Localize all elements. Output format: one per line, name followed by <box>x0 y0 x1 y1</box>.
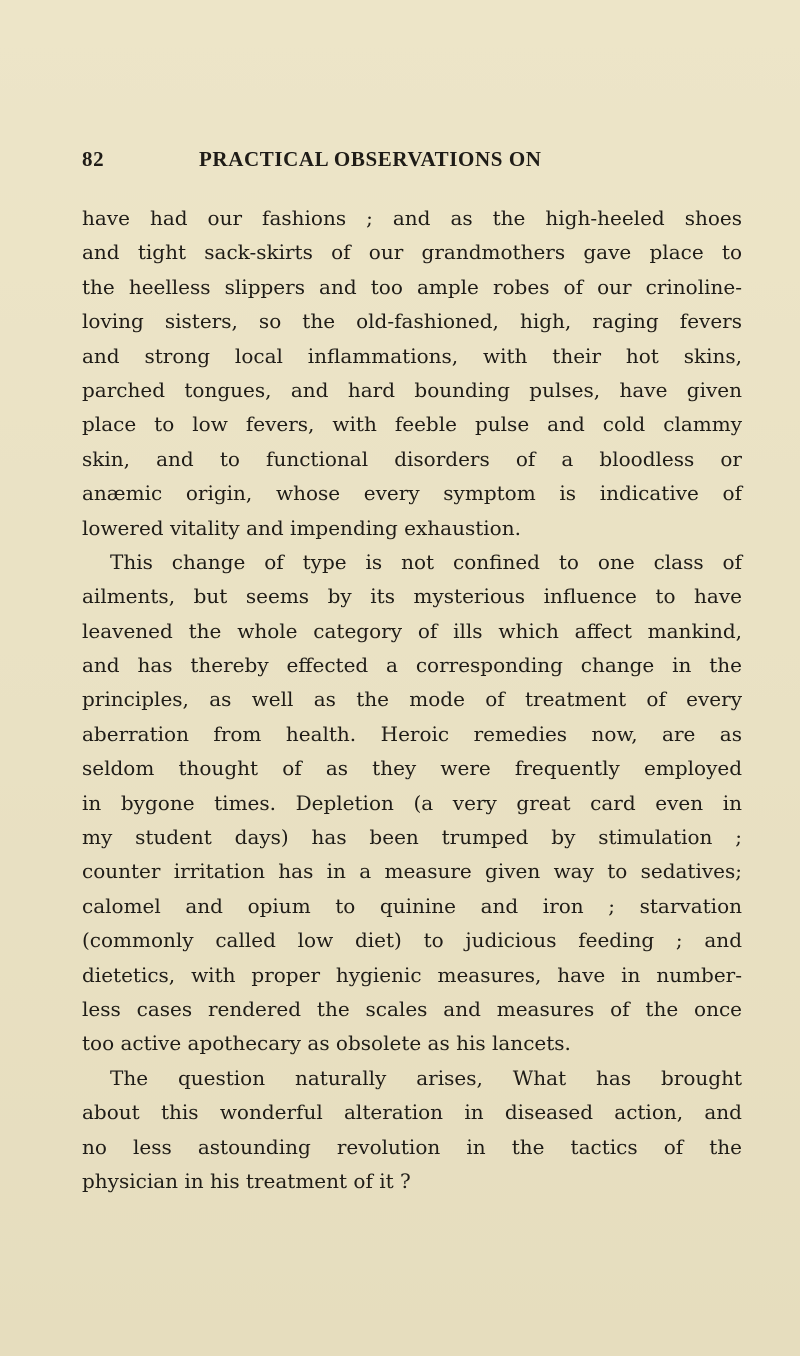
text-line: have had our fashions ; and as the high-heeled shoes <box>82 206 742 230</box>
text-line: in bygone times. Depletion (a very great card even in <box>82 790 742 815</box>
text-line: and strong local inflammations, with their hot skins, <box>82 343 742 368</box>
text-line: (commonly called low diet) to judicious feeding ; and <box>82 928 742 953</box>
text-line: skin, and to functional disorders of a bloodless or <box>82 446 742 471</box>
body-text <box>82 201 742 1198</box>
text-line: too active apothecary as obsolete as his lancets. <box>82 1031 571 1056</box>
text-line: less cases rendered the scales and measures of the once <box>82 996 742 1021</box>
text-line: my student days) has been trumped by stimulation ; <box>82 825 742 850</box>
text-line: loving sisters, so the old-fashioned, high, raging fevers <box>82 309 742 334</box>
text-line: anæmic origin, whose every symptom is indicative of <box>82 481 742 506</box>
text-line: place to low fevers, with feeble pulse and cold clammy <box>82 412 742 437</box>
page-number: 82 <box>82 147 105 171</box>
text-line: no less astounding revolution in the tactics of the <box>82 1134 742 1159</box>
text-line: about this wonderful alteration in diseased action, and <box>82 1100 742 1125</box>
text-line: the heelless slippers and too ample robes of our crinoline- <box>82 274 742 299</box>
text-line: This change of type is not confined to one class of <box>110 549 742 574</box>
text-line: The question naturally arises, What has brought <box>110 1065 742 1090</box>
text-line: counter irritation has in a measure given way to sedatives; <box>82 859 742 884</box>
text-line: lowered vitality and impending exhaustion. <box>82 515 521 540</box>
text-line: dietetics, with proper hygienic measures, have in number- <box>82 962 742 987</box>
text-line: principles, as well as the mode of treatment of every <box>82 687 742 712</box>
running-head <box>82 144 742 174</box>
text-line: calomel and opium to quinine and iron ; starvation <box>82 893 742 918</box>
text-line: ailments, but seems by its mysterious influence to have <box>82 584 742 609</box>
text-line: seldom thought of as they were frequently employed <box>82 756 742 781</box>
text-line: physician in his treatment of it ? <box>82 1168 411 1193</box>
text-line: and has thereby effected a corresponding change in the <box>82 653 742 678</box>
text-line: parched tongues, and hard bounding pulses, have given <box>82 377 742 402</box>
text-line: leavened the whole category of ills which affect mankind, <box>82 618 742 643</box>
text-line: aberration from health. Heroic remedies now, are as <box>82 721 742 746</box>
text-line: and tight sack-skirts of our grandmothers gave place to <box>82 240 742 265</box>
running-title: PRACTICAL OBSERVATIONS ON <box>199 147 542 171</box>
